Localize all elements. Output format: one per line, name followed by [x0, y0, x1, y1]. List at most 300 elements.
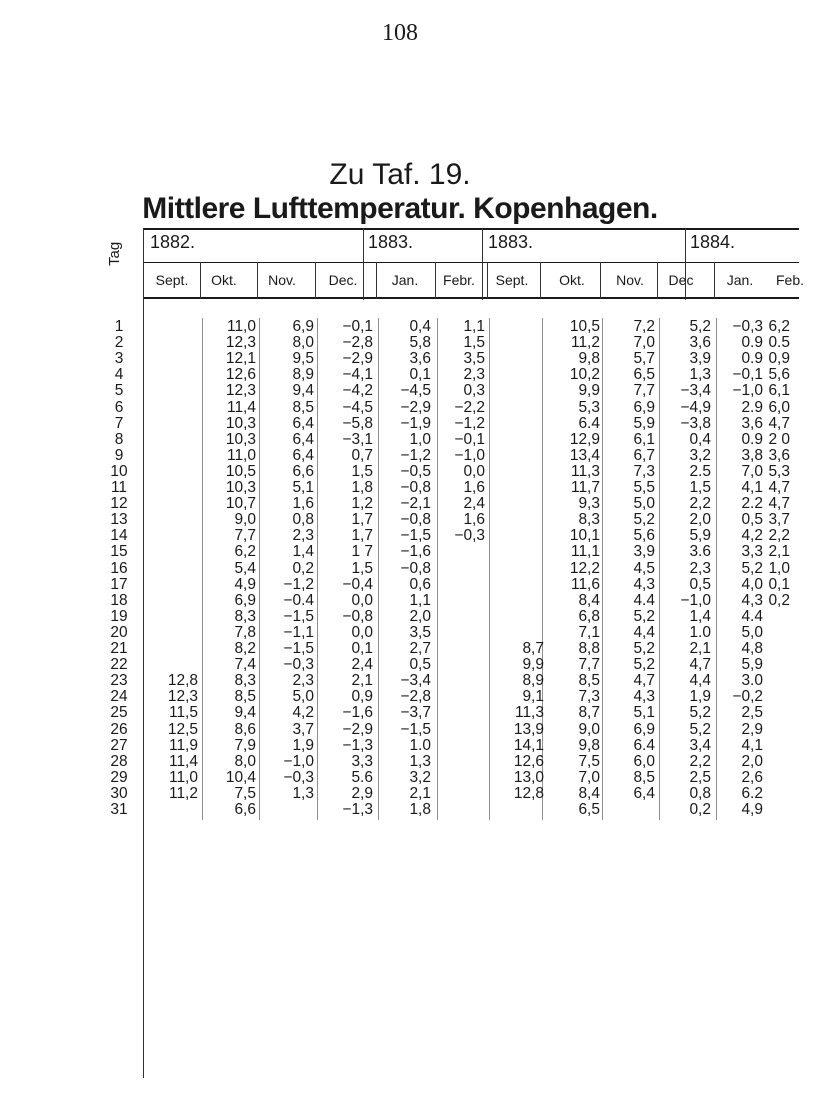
temperature-cell: 6,4: [292, 414, 314, 432]
temperature-cell: −0,8: [400, 511, 431, 529]
temperature-cell: 6,5: [578, 801, 600, 818]
month-header: Sept.: [495, 272, 529, 288]
temperature-cell: 11,5: [168, 704, 198, 722]
temperature-cell: 13,9: [513, 720, 544, 738]
temperature-cell: 2,9: [741, 720, 763, 738]
day-number: 7: [114, 414, 124, 432]
temperature-cell: 8,7: [578, 704, 600, 722]
temperature-cell: 4,8: [741, 640, 763, 657]
temperature-cell: 3,6: [409, 350, 431, 368]
temperature-cell: 0,2: [292, 559, 314, 577]
temperature-cell: 1,2: [351, 495, 373, 513]
temperature-cell: 6,6: [234, 801, 256, 818]
temperature-cell: 2,0: [741, 752, 763, 770]
tag-column-divider-lower: [143, 578, 144, 1078]
temperature-cell: 6.2: [741, 784, 763, 802]
temperature-cell: 8,5: [234, 688, 256, 706]
temperature-cell: 2,0: [409, 607, 431, 625]
temperature-cell: 9,4: [292, 382, 314, 400]
temperature-cell: 5,2: [689, 318, 711, 335]
temperature-cell: −0,1: [732, 366, 763, 384]
temperature-cell: 3,5: [409, 623, 431, 641]
temperature-cell: 1,5: [351, 462, 373, 480]
year-divider-1884: [685, 228, 686, 300]
temperature-cell: 12,3: [167, 688, 198, 706]
temperature-cell: 5,3: [578, 398, 600, 416]
temperature-cell: 3,9: [689, 350, 711, 368]
temperature-cell: 6,4: [292, 430, 314, 448]
temperature-cell: 4,3: [741, 591, 763, 609]
temperature-cell: 10,3: [225, 430, 256, 448]
temperature-cell: 12,8: [167, 672, 198, 690]
temperature-cell: 0,5: [409, 656, 431, 674]
day-number: 28: [110, 752, 128, 770]
temperature-cell: 1,4: [689, 607, 711, 625]
temperature-cell: 7,5: [234, 784, 256, 802]
temperature-cell: 4,7: [633, 672, 655, 690]
temperature-cell: 11,0: [168, 768, 198, 786]
day-number: 17: [110, 575, 128, 593]
temperature-cell: 3.6: [689, 543, 711, 561]
temperature-cell: 0,1: [409, 366, 431, 384]
temperature-cell: −5,8: [342, 414, 373, 432]
year-divider-1883b: [482, 228, 483, 300]
temperature-cell: 2,1: [768, 543, 790, 561]
temperature-cell: 0,5: [741, 511, 763, 529]
temperature-cell: 1,4: [292, 543, 314, 561]
temperature-cell: 9,8: [578, 736, 600, 754]
temperature-cell: 0.5: [768, 334, 790, 352]
temperature-cell: 3,3: [741, 543, 763, 561]
temperature-cell: 2.9: [741, 398, 763, 416]
temperature-cell: 2,4: [463, 495, 485, 513]
temperature-cell: 12,3: [225, 334, 256, 352]
temperature-cell: −1,1: [283, 623, 314, 641]
temperature-cell: 12,9: [569, 430, 600, 448]
column-divider: [202, 318, 203, 820]
temperature-cell: 9,4: [234, 704, 256, 722]
column-divider: [259, 318, 260, 820]
temperature-cell: 1,9: [689, 688, 711, 706]
temperature-cell: 2,5: [689, 768, 711, 786]
temperature-cell: 5,4: [234, 559, 256, 577]
temperature-cell: 9,8: [578, 350, 600, 368]
temperature-cell: 10,3: [225, 479, 256, 496]
temperature-cell: −1,5: [400, 720, 431, 738]
temperature-cell: 5,9: [741, 656, 763, 674]
temperature-cell: 1,7: [351, 527, 373, 545]
temperature-cell: −1,5: [283, 640, 314, 657]
temperature-cell: 12,8: [513, 784, 544, 802]
temperature-cell: 0,2: [689, 801, 711, 818]
year-header-1882: 1882.: [150, 232, 196, 252]
month-header: Nov.: [616, 272, 644, 288]
temperature-cell: −0,3: [283, 656, 314, 674]
temperature-cell: 12,6: [225, 366, 256, 384]
temperature-cell: −1,0: [283, 752, 314, 770]
temperature-cell: 1,3: [409, 752, 431, 770]
temperature-cell: 1,9: [292, 736, 314, 754]
temperature-cell: 4.4: [633, 591, 655, 609]
temperature-cell: 6,8: [578, 607, 600, 625]
temperature-cell: 11,9: [168, 736, 198, 754]
header-rule: [143, 297, 799, 299]
temperature-cell: 8,7: [522, 640, 544, 657]
temperature-cell: 8,5: [578, 672, 600, 690]
temperature-cell: −1,9: [400, 414, 431, 432]
temperature-cell: 0,9: [768, 350, 790, 368]
temperature-cell: 8,3: [234, 672, 256, 690]
temperature-cell: 4,7: [768, 495, 790, 513]
temperature-cell: 1,0: [768, 559, 790, 577]
temperature-cell: 4,9: [741, 801, 763, 818]
temperature-cell: 1,1: [409, 591, 431, 609]
temperature-cell: 2 0: [768, 430, 790, 448]
column-divider: [378, 318, 379, 820]
temperature-cell: 0,7: [351, 446, 373, 464]
month-header: Dec: [668, 272, 694, 288]
temperature-cell: 10,3: [225, 414, 256, 432]
temperature-cell: 12,1: [225, 350, 256, 368]
day-number: 13: [110, 511, 128, 529]
temperature-cell: −3,7: [400, 704, 431, 722]
temperature-cell: 0.9: [741, 350, 763, 368]
temperature-cell: 2.5: [689, 462, 711, 480]
temperature-cell: 8,5: [633, 768, 655, 786]
temperature-cell: 7,7: [234, 527, 256, 545]
temperature-cell: 11,0: [226, 318, 256, 335]
day-number: 18: [110, 591, 128, 609]
temperature-cell: 7,8: [234, 623, 256, 641]
temperature-cell: 4,7: [689, 656, 711, 674]
temperature-cell: −4,9: [680, 398, 711, 416]
temperature-cell: 5,2: [633, 640, 655, 657]
row-header-label: Tag: [106, 241, 123, 266]
temperature-cell: 9,9: [522, 656, 544, 674]
temperature-cell: 6.4: [578, 414, 600, 432]
temperature-cell: 6,4: [292, 446, 314, 464]
temperature-cell: 0,4: [409, 318, 431, 335]
day-number: 26: [110, 720, 128, 738]
temperature-cell: 1,0: [409, 430, 431, 448]
temperature-cell: −0,3: [732, 318, 763, 335]
temperature-cell: 6,9: [633, 398, 655, 416]
temperature-cell: 8,0: [292, 334, 314, 352]
temperature-cell: 3.0: [741, 672, 763, 690]
temperature-cell: −3,4: [680, 382, 711, 400]
temperature-cell: 7,0: [741, 462, 763, 480]
temperature-cell: 10,7: [225, 495, 256, 513]
temperature-cell: 2,3: [463, 366, 485, 384]
temperature-cell: −4,2: [342, 382, 373, 400]
temperature-cell: 2,1: [689, 640, 711, 657]
temperature-cell: 3,6: [689, 334, 711, 352]
temperature-cell: −1,2: [400, 446, 431, 464]
day-number: 29: [110, 768, 128, 786]
year-rule: [143, 262, 799, 263]
temperature-cell: 9,9: [578, 382, 600, 400]
temperature-cell: 0,8: [689, 784, 711, 802]
temperature-cell: 4,4: [689, 672, 711, 690]
month-header: Dec.: [328, 272, 358, 288]
day-number: 5: [114, 382, 124, 400]
temperature-cell: 10,1: [569, 527, 600, 545]
temperature-cell: 10,5: [569, 318, 600, 335]
temperature-cell: 2,6: [741, 768, 763, 786]
temperature-cell: −1,0: [454, 446, 485, 464]
temperature-cell: −1,3: [342, 801, 373, 818]
day-number: 12: [110, 495, 128, 513]
temperature-cell: 2,0: [689, 511, 711, 529]
temperature-cell: 11,1: [570, 543, 600, 561]
temperature-cell: −2,9: [342, 350, 373, 368]
table-title: Zu Taf. 19.: [329, 158, 471, 191]
day-number: 24: [110, 688, 128, 706]
temperature-cell: −3,4: [400, 672, 431, 690]
temperature-cell: −1,0: [732, 382, 763, 400]
temperature-cell: 7,0: [578, 768, 600, 786]
temperature-cell: 12,2: [569, 559, 600, 577]
temperature-cell: 2,1: [351, 672, 373, 690]
month-header: Febr.: [443, 272, 475, 288]
temperature-cell: −0,1: [454, 430, 485, 448]
day-number: 15: [110, 543, 128, 561]
temperature-cell: 4,2: [741, 527, 763, 545]
temperature-cell: 4,7: [768, 414, 790, 432]
temperature-cell: 2,3: [292, 527, 314, 545]
temperature-cell: 1,6: [463, 479, 485, 496]
temperature-cell: 1,3: [689, 366, 711, 384]
temperature-cell: 5,9: [689, 527, 711, 545]
temperature-cell: 8,3: [234, 607, 256, 625]
temperature-cell: 3,2: [689, 446, 711, 464]
temperature-cell: 3,2: [409, 768, 431, 786]
temperature-cell: 8,0: [234, 752, 256, 770]
temperature-cell: 4,0: [741, 575, 763, 593]
column-divider: [489, 318, 490, 820]
temperature-cell: 11,3: [514, 704, 544, 722]
temperature-cell: −4,5: [400, 382, 431, 400]
month-header: Jan.: [726, 272, 754, 288]
temperature-cell: 11,7: [570, 479, 600, 496]
month-header: Okt.: [559, 272, 585, 288]
temperature-cell: 0,1: [768, 575, 790, 593]
temperature-cell: 3,9: [633, 543, 655, 561]
temperature-cell: 3,5: [463, 350, 485, 368]
temperature-cell: 7,9: [234, 736, 256, 754]
temperature-cell: 6,5: [633, 366, 655, 384]
temperature-cell: 4,7: [768, 479, 790, 496]
temperature-cell: 8,8: [578, 640, 600, 657]
temperature-cell: 5,0: [633, 495, 655, 513]
column-divider: [659, 318, 660, 820]
temperature-cell: 5,3: [768, 462, 790, 480]
temperature-cell: 9,0: [578, 720, 600, 738]
temperature-cell: −0,5: [400, 462, 431, 480]
year-divider-1883: [363, 228, 364, 300]
temperature-cell: 2,3: [292, 672, 314, 690]
temperature-cell: 7,3: [633, 462, 655, 480]
temperature-cell: −1,0: [680, 591, 711, 609]
temperature-cell: 6,2: [234, 543, 256, 561]
day-number: 11: [110, 479, 128, 496]
temperature-cell: 5,2: [633, 607, 655, 625]
temperature-cell: 6,1: [768, 382, 790, 400]
temperature-cell: 0,0: [463, 462, 485, 480]
temperature-cell: 7,3: [578, 688, 600, 706]
temperature-cell: −1,3: [342, 736, 373, 754]
temperature-cell: 8,4: [578, 591, 600, 609]
temperature-cell: 5,2: [633, 511, 655, 529]
temperature-cell: 2,7: [409, 640, 431, 657]
temperature-cell: 3,7: [768, 511, 790, 529]
temperature-cell: 11,4: [168, 752, 198, 770]
temperature-cell: −0,8: [342, 607, 373, 625]
temperature-cell: 0,0: [351, 591, 373, 609]
temperature-cell: 8,4: [578, 784, 600, 802]
temperature-cell: 5,2: [633, 656, 655, 674]
table-top-rule: [143, 228, 799, 230]
temperature-cell: 10,4: [225, 768, 256, 786]
temperature-cell: 11,0: [226, 446, 256, 464]
temperature-cell: 10,2: [569, 366, 600, 384]
temperature-cell: 3,7: [292, 720, 314, 738]
temperature-cell: 13,4: [569, 446, 600, 464]
temperature-cell: 11,4: [226, 398, 256, 416]
temperature-cell: 0,9: [351, 688, 373, 706]
day-number: 6: [114, 398, 124, 416]
temperature-cell: 4,4: [633, 623, 655, 641]
temperature-cell: 5,2: [689, 720, 711, 738]
temperature-cell: 6,6: [292, 462, 314, 480]
temperature-cell: 6,0: [768, 398, 790, 416]
temperature-cell: 2,2: [689, 752, 711, 770]
temperature-cell: 5,1: [292, 479, 314, 496]
temperature-cell: 9,5: [292, 350, 314, 368]
temperature-cell: −4,5: [342, 398, 373, 416]
page-number: 108: [382, 20, 418, 46]
temperature-cell: 5,0: [741, 623, 763, 641]
temperature-cell: 6,9: [633, 720, 655, 738]
temperature-cell: −1,2: [454, 414, 485, 432]
temperature-cell: 5,6: [633, 527, 655, 545]
temperature-cell: −1,6: [342, 704, 373, 722]
temperature-cell: −3,1: [342, 430, 373, 448]
temperature-cell: 4.4: [741, 607, 763, 625]
temperature-cell: −1,2: [283, 575, 314, 593]
temperature-cell: −2,1: [400, 495, 431, 513]
temperature-cell: 0,2: [768, 591, 790, 609]
temperature-cell: −0,8: [400, 479, 431, 496]
day-number: 20: [110, 623, 128, 641]
temperature-cell: 6,2: [768, 318, 790, 335]
temperature-cell: 8,9: [292, 366, 314, 384]
month-header: Okt.: [211, 272, 237, 288]
temperature-cell: 1.0: [689, 623, 711, 641]
month-header: Sept.: [155, 272, 189, 288]
temperature-cell: 1.0: [409, 736, 431, 754]
day-number: 8: [114, 430, 124, 448]
temperature-cell: 7,5: [578, 752, 600, 770]
temperature-cell: 1,6: [463, 511, 485, 529]
temperature-cell: 1,5: [689, 479, 711, 496]
column-divider: [317, 318, 318, 820]
temperature-cell: 0.9: [741, 430, 763, 448]
temperature-cell: 6,9: [292, 318, 314, 335]
day-number: 19: [110, 607, 128, 625]
temperature-cell: 5.6: [351, 768, 373, 786]
month-header: Jan.: [391, 272, 419, 288]
temperature-cell: 12,3: [225, 382, 256, 400]
day-number: 14: [110, 527, 128, 545]
temperature-cell: −0,3: [283, 768, 314, 786]
temperature-cell: −0.4: [283, 591, 314, 609]
day-number: 1: [114, 318, 124, 335]
temperature-cell: 6,9: [234, 591, 256, 609]
temperature-cell: −3,8: [680, 414, 711, 432]
day-number: 30: [110, 784, 128, 802]
temperature-cell: 5,5: [633, 479, 655, 496]
temperature-cell: −2,8: [400, 688, 431, 706]
temperature-cell: −0,4: [342, 575, 373, 593]
day-number: 23: [110, 672, 128, 690]
temperature-cell: 4,9: [234, 575, 256, 593]
temperature-cell: 7,0: [633, 334, 655, 352]
day-number: 9: [114, 446, 124, 464]
temperature-cell: 5,1: [633, 704, 655, 722]
temperature-cell: 0,1: [351, 640, 373, 657]
temperature-cell: 7,2: [633, 318, 655, 335]
temperature-cell: 1,1: [463, 318, 485, 335]
temperature-cell: 12,6: [513, 752, 544, 770]
temperature-cell: 5,6: [768, 366, 790, 384]
temperature-cell: −0,2: [732, 688, 763, 706]
temperature-cell: 2.2: [741, 495, 763, 513]
day-number: 25: [110, 704, 128, 722]
temperature-cell: 1,7: [351, 511, 373, 529]
temperature-cell: 11,3: [570, 462, 600, 480]
temperature-cell: 1,3: [292, 784, 314, 802]
temperature-cell: 0,6: [409, 575, 431, 593]
temperature-cell: 11,2: [570, 334, 600, 352]
temperature-cell: −2,9: [342, 720, 373, 738]
temperature-cell: 7,4: [234, 656, 256, 674]
temperature-cell: 0,5: [689, 575, 711, 593]
temperature-cell: 2,2: [768, 527, 790, 545]
temperature-cell: 11,2: [168, 784, 198, 802]
day-number: 16: [110, 559, 128, 577]
day-number: 2: [114, 334, 124, 352]
temperature-cell: 5,7: [633, 350, 655, 368]
temperature-cell: 7,1: [578, 623, 600, 641]
temperature-cell: 5,2: [689, 704, 711, 722]
month-header: Nov.: [268, 272, 296, 288]
year-header-1883-first: 1883.: [368, 232, 414, 252]
temperature-cell: 9,0: [234, 511, 256, 529]
temperature-cell: −0,1: [342, 318, 373, 335]
temperature-cell: 1,8: [351, 479, 373, 496]
temperature-cell: 1 7: [351, 543, 373, 561]
temperature-cell: 0,4: [689, 430, 711, 448]
temperature-cell: 4,3: [633, 688, 655, 706]
temperature-cell: 8,5: [292, 398, 314, 416]
temperature-cell: −1,5: [283, 607, 314, 625]
temperature-cell: 5,9: [633, 414, 655, 432]
temperature-cell: 3,6: [768, 446, 790, 464]
temperature-cell: 6,4: [633, 784, 655, 802]
temperature-cell: 14,1: [513, 736, 544, 754]
temperature-cell: 9,3: [578, 495, 600, 513]
